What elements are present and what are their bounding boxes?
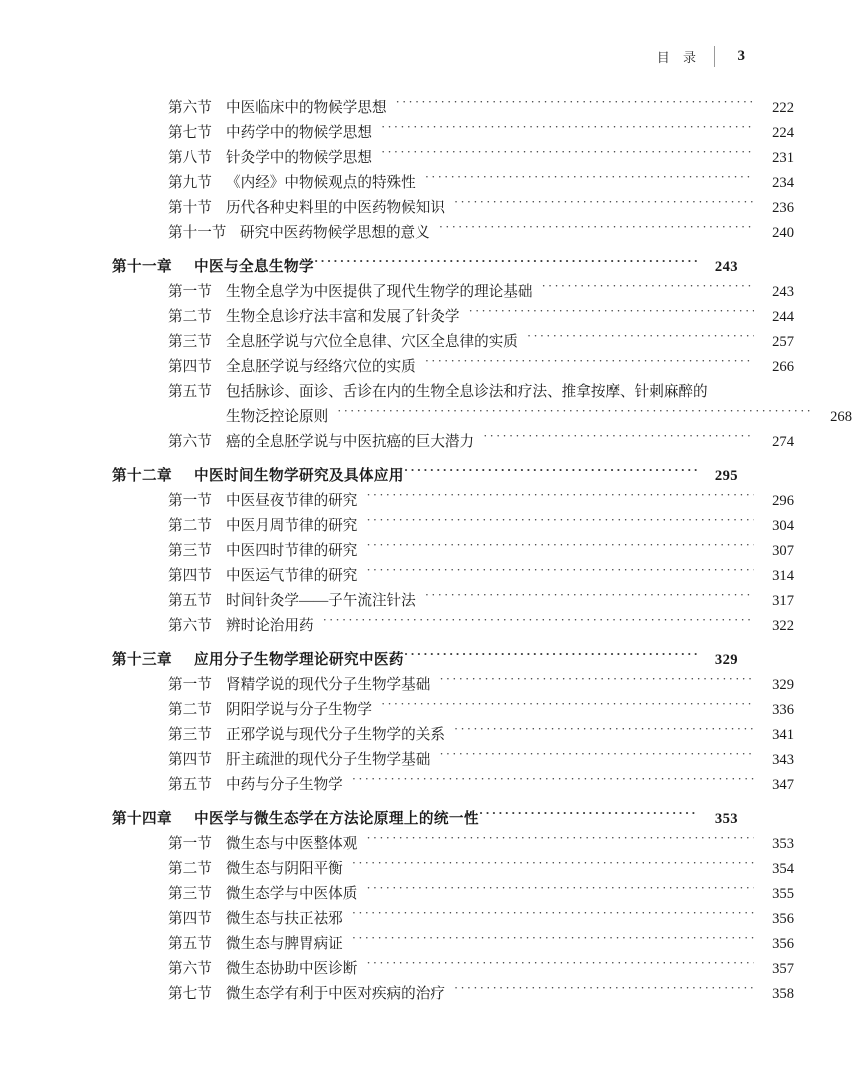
toc-section-row[interactable]	[112, 280, 794, 305]
toc-entry-page-number: 224	[772, 125, 794, 141]
toc-entry-title: 肾精学说的现代分子生物学基础	[226, 677, 431, 693]
toc-section-number: 第七节	[168, 125, 212, 141]
toc-entry-title: 包括脉诊、面诊、舌诊在内的生物全息诊法和疗法、推拿按摩、针刺麻醉的	[226, 384, 708, 400]
toc-section-row[interactable]	[112, 146, 794, 171]
toc-section-number: 第一节	[168, 284, 212, 300]
toc-section-row[interactable]	[112, 773, 794, 798]
toc-entry-page-number: 296	[772, 493, 794, 509]
toc-section-number: 第九节	[168, 175, 212, 191]
toc-entry-page-number: 358	[772, 986, 794, 1002]
toc-section-row[interactable]	[112, 305, 794, 330]
dot-leader	[454, 983, 754, 998]
toc-section-number: 第三节	[168, 727, 212, 743]
toc-chapter-number: 第十二章	[112, 468, 172, 484]
toc-entry-title: 微生态学与中医体质	[226, 886, 358, 902]
toc-entry-title: 全息胚学说与穴位全息律、穴区全息律的实质	[226, 334, 518, 350]
toc-section-number: 第二节	[168, 861, 212, 877]
toc-section-row[interactable]	[112, 489, 794, 514]
toc-entry-page-number: 231	[772, 150, 794, 166]
dot-leader	[366, 515, 754, 530]
running-head-title: 目 录	[656, 49, 701, 65]
toc-section-number: 第五节	[168, 593, 212, 609]
dot-leader	[541, 281, 754, 296]
toc-entry-page-number: 243	[772, 284, 794, 300]
toc-entry-title: 微生态与扶正祛邪	[226, 911, 343, 927]
toc-entry-page-number: 329	[772, 677, 794, 693]
dot-leader	[314, 256, 698, 271]
toc-section-row[interactable]	[112, 698, 794, 723]
toc-entry-page-number: 341	[772, 727, 794, 743]
toc-chapter-row[interactable]	[112, 464, 738, 489]
toc-entry-page-number: 222	[772, 100, 794, 116]
toc-entry-page-number: 304	[772, 518, 794, 534]
table-of-contents	[112, 96, 852, 1007]
toc-section-number: 第一节	[168, 836, 212, 852]
toc-entry-page-number: 322	[772, 618, 794, 634]
toc-section-row[interactable]	[112, 882, 794, 907]
toc-section-number: 第六节	[168, 434, 212, 450]
toc-entry-title: 微生态与阴阳平衡	[226, 861, 343, 877]
toc-entry-title: 微生态学有利于中医对疾病的治疗	[226, 986, 445, 1002]
toc-entry-page-number: 336	[772, 702, 794, 718]
dot-leader	[439, 749, 754, 764]
toc-entry-title: 中医与全息生物学	[194, 259, 314, 275]
toc-entry-title: 中医四时节律的研究	[226, 543, 358, 559]
toc-chapter-row[interactable]	[112, 648, 738, 673]
toc-section-number: 第六节	[168, 100, 212, 116]
toc-entry-page-number: 356	[772, 936, 794, 952]
toc-continuation-row[interactable]	[112, 405, 852, 430]
toc-section-row[interactable]	[112, 748, 794, 773]
toc-section-number: 第一节	[168, 493, 212, 509]
dot-leader	[366, 540, 754, 555]
toc-section-row[interactable]	[112, 564, 794, 589]
toc-entry-title: 肝主疏泄的现代分子生物学基础	[226, 752, 431, 768]
dot-leader	[366, 958, 754, 973]
running-head	[657, 44, 745, 68]
toc-entry-page-number: 343	[772, 752, 794, 768]
dot-leader	[381, 147, 754, 162]
toc-entry-page-number: 354	[772, 861, 794, 877]
dot-leader	[352, 774, 754, 789]
toc-section-number: 第二节	[168, 702, 212, 718]
dot-leader	[425, 590, 754, 605]
toc-entry-title: 阴阳学说与分子生物学	[226, 702, 372, 718]
toc-section-number: 第五节	[168, 384, 212, 400]
toc-entry-title: 中医学与微生态学在方法论原理上的统一性	[194, 811, 479, 827]
toc-section-number: 第三节	[168, 886, 212, 902]
dot-leader	[454, 197, 754, 212]
toc-chapter-row[interactable]	[112, 255, 738, 280]
toc-entry-page-number: 266	[772, 359, 794, 375]
toc-entry-page-number: 236	[772, 200, 794, 216]
toc-section-number: 第二节	[168, 518, 212, 534]
toc-section-number: 第四节	[168, 911, 212, 927]
dot-leader	[352, 933, 754, 948]
dot-leader	[454, 724, 754, 739]
toc-entry-title: 中医昼夜节律的研究	[226, 493, 358, 509]
toc-chapter-number: 第十四章	[112, 811, 172, 827]
toc-section-row[interactable]	[112, 539, 794, 564]
dot-leader	[479, 808, 698, 823]
toc-entry-title: 中医时间生物学研究及具体应用	[194, 468, 404, 484]
toc-section-row[interactable]	[112, 96, 794, 121]
toc-entry-page-number: 234	[772, 175, 794, 191]
toc-section-number: 第五节	[168, 777, 212, 793]
toc-entry-title: 中药学中的物候学思想	[226, 125, 372, 141]
toc-section-number: 第十一节	[168, 225, 227, 241]
dot-leader	[404, 649, 698, 664]
toc-entry-page-number: 317	[772, 593, 794, 609]
dot-leader	[483, 431, 754, 446]
toc-section-row[interactable]	[112, 330, 794, 355]
toc-section-number: 第六节	[168, 961, 212, 977]
toc-section-row[interactable]	[112, 982, 794, 1007]
dot-leader	[404, 465, 698, 480]
toc-section-row[interactable]	[112, 932, 794, 957]
toc-section-row[interactable]	[112, 380, 794, 405]
toc-section-row[interactable]	[112, 430, 794, 455]
dot-leader	[527, 331, 754, 346]
toc-entry-title: 辨时论治用药	[226, 618, 314, 634]
toc-section-row[interactable]	[112, 355, 794, 380]
page-folio: 3	[737, 47, 745, 64]
dot-leader	[366, 565, 754, 580]
dot-leader	[439, 222, 754, 237]
toc-entry-title: 中医运气节律的研究	[226, 568, 358, 584]
toc-entry-page-number: 329	[714, 652, 738, 668]
toc-section-number: 第十节	[168, 200, 212, 216]
toc-entry-title: 中药与分子生物学	[226, 777, 343, 793]
toc-entry-page-number: 307	[772, 543, 794, 559]
toc-section-row[interactable]	[112, 957, 794, 982]
toc-entry-title: 微生态与中医整体观	[226, 836, 358, 852]
toc-section-row[interactable]	[112, 832, 794, 857]
toc-entry-title: 中医月周节律的研究	[226, 518, 358, 534]
toc-chapter-row[interactable]	[112, 807, 738, 832]
toc-entry-page-number: 357	[772, 961, 794, 977]
dot-leader	[425, 172, 754, 187]
toc-entry-title: 应用分子生物学理论研究中医药	[194, 652, 404, 668]
toc-section-number: 第四节	[168, 568, 212, 584]
toc-entry-title: 微生态协助中医诊断	[226, 961, 358, 977]
toc-entry-page-number: 355	[772, 886, 794, 902]
toc-entry-title: 中医临床中的物候学思想	[226, 100, 387, 116]
dot-leader	[396, 97, 754, 112]
toc-section-number: 第八节	[168, 150, 212, 166]
toc-section-row[interactable]	[112, 907, 794, 932]
dot-leader	[439, 674, 754, 689]
toc-entry-page-number: 274	[772, 434, 794, 450]
dot-leader	[366, 490, 754, 505]
toc-entry-page-number: 356	[772, 911, 794, 927]
toc-section-row[interactable]	[112, 221, 794, 246]
toc-entry-title: 历代各种史料里的中医药物候知识	[226, 200, 445, 216]
toc-entry-page-number: 240	[772, 225, 794, 241]
toc-entry-title: 时间针灸学——子午流注针法	[226, 593, 416, 609]
toc-section-row[interactable]	[112, 589, 794, 614]
dot-leader	[352, 858, 754, 873]
toc-section-number: 第三节	[168, 543, 212, 559]
toc-entry-page-number: 353	[714, 811, 738, 827]
toc-section-row[interactable]	[112, 514, 794, 539]
dot-leader	[381, 122, 754, 137]
toc-entry-title: 生物泛控论原则	[226, 409, 329, 425]
toc-entry-page-number: 295	[714, 468, 738, 484]
toc-entry-title: 癌的全息胚学说与中医抗癌的巨大潜力	[226, 434, 475, 450]
toc-entry-title: 《内经》中物候观点的特殊性	[226, 175, 416, 191]
toc-chapter-number: 第十一章	[112, 259, 172, 275]
toc-entry-page-number: 268	[830, 409, 852, 425]
dot-leader	[337, 406, 812, 421]
dot-leader	[469, 306, 754, 321]
toc-entry-title: 正邪学说与现代分子生物学的关系	[226, 727, 445, 743]
dot-leader	[381, 699, 754, 714]
toc-entry-title: 全息胚学说与经络穴位的实质	[226, 359, 416, 375]
toc-entry-title: 微生态与脾胃病证	[226, 936, 343, 952]
toc-section-number: 第五节	[168, 936, 212, 952]
toc-entry-title: 针灸学中的物候学思想	[226, 150, 372, 166]
toc-section-row[interactable]	[112, 171, 794, 196]
toc-entry-title: 生物全息学为中医提供了现代生物学的理论基础	[226, 284, 533, 300]
toc-section-row[interactable]	[112, 196, 794, 221]
toc-entry-title: 研究中医药物候学思想的意义	[240, 225, 430, 241]
dot-leader	[323, 615, 754, 630]
toc-section-number: 第六节	[168, 618, 212, 634]
dot-leader	[352, 908, 754, 923]
toc-section-row[interactable]	[112, 723, 794, 748]
toc-section-number: 第四节	[168, 359, 212, 375]
dot-leader	[366, 833, 754, 848]
toc-section-number: 第三节	[168, 334, 212, 350]
toc-section-row[interactable]	[112, 857, 794, 882]
dot-leader	[425, 356, 754, 371]
toc-entry-page-number: 353	[772, 836, 794, 852]
toc-section-number: 第七节	[168, 986, 212, 1002]
toc-entry-page-number: 244	[772, 309, 794, 325]
toc-section-number: 第一节	[168, 677, 212, 693]
toc-entry-page-number: 257	[772, 334, 794, 350]
toc-entry-page-number: 314	[772, 568, 794, 584]
toc-section-number: 第四节	[168, 752, 212, 768]
toc-chapter-number: 第十三章	[112, 652, 172, 668]
dot-leader	[366, 883, 754, 898]
toc-section-number: 第二节	[168, 309, 212, 325]
toc-section-row[interactable]	[112, 121, 794, 146]
toc-entry-page-number: 243	[714, 259, 738, 275]
toc-entry-page-number: 347	[772, 777, 794, 793]
toc-section-row[interactable]	[112, 614, 794, 639]
toc-entry-title: 生物全息诊疗法丰富和发展了针灸学	[226, 309, 460, 325]
toc-section-row[interactable]	[112, 673, 794, 698]
